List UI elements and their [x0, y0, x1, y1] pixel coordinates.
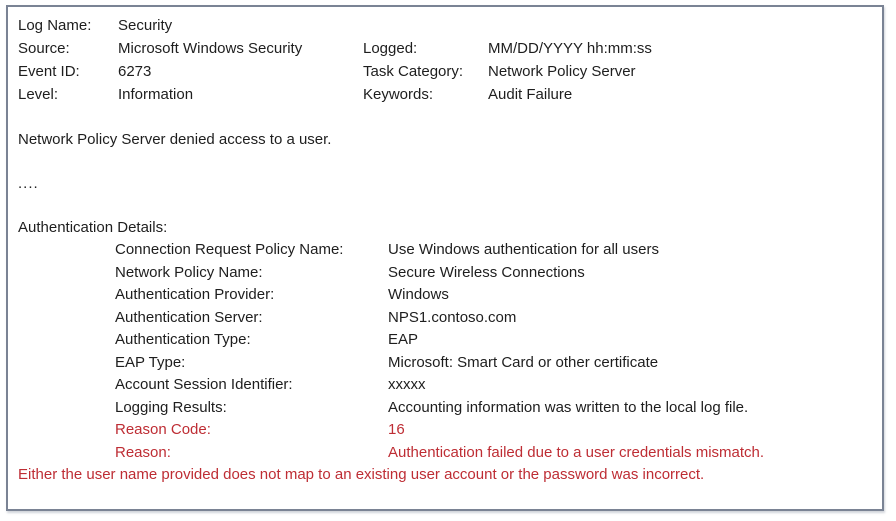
event-header	[18, 14, 872, 106]
detail-row	[115, 397, 872, 420]
header-row	[18, 83, 872, 106]
detail-value: Microsoft: Smart Card or other certificate	[388, 353, 659, 371]
header-row	[18, 60, 872, 83]
field-value: MM/DD/YYYY hh:mm:ss	[488, 40, 652, 57]
detail-label: Authentication Type:	[115, 331, 251, 348]
detail-label: Reason:	[115, 443, 171, 461]
detail-row	[115, 374, 872, 397]
header-row	[18, 37, 872, 60]
detail-row	[115, 419, 872, 442]
field-label	[363, 14, 488, 37]
field-label: Log Name:	[18, 17, 92, 34]
detail-value: EAP	[388, 331, 419, 348]
field-value: Microsoft Windows Security	[118, 40, 303, 57]
omitted-content-ellipsis: ....	[18, 175, 39, 192]
field-value: Security	[118, 17, 173, 34]
detail-value: Accounting information was written to the local log file.	[388, 398, 749, 416]
detail-label: Logging Results:	[115, 398, 227, 416]
detail-row	[115, 284, 872, 307]
detail-label: EAP Type:	[115, 353, 186, 371]
detail-value: Authentication failed due to a user credentials mismatch.	[388, 443, 765, 461]
detail-row	[115, 329, 872, 352]
event-description: Network Policy Server denied access to a user.	[18, 131, 332, 148]
header-row	[18, 14, 872, 37]
field-label: Level:	[18, 86, 59, 103]
detail-row	[115, 239, 872, 262]
detail-value: 16	[388, 421, 405, 438]
field-value: Audit Failure	[488, 86, 573, 103]
detail-row	[115, 262, 872, 285]
reason-footer-note: Either the user name provided does not map to an existing user account or the password was incorrect.	[18, 466, 705, 483]
field-label: Source:	[18, 40, 70, 57]
authentication-details-title: Authentication Details:	[18, 219, 168, 236]
detail-label: Connection Request Policy Name:	[115, 241, 344, 258]
detail-label: Reason Code:	[115, 421, 211, 438]
detail-value: Secure Wireless Connections	[388, 263, 585, 281]
field-label: Logged:	[363, 40, 418, 57]
field-label: Keywords:	[363, 86, 434, 103]
event-log-panel	[6, 5, 884, 511]
detail-value: NPS1.contoso.com	[388, 308, 517, 326]
header-rows	[18, 14, 872, 106]
field-value: 6273	[118, 63, 152, 80]
detail-row	[115, 442, 872, 465]
detail-label: Authentication Provider:	[115, 286, 275, 303]
detail-label: Authentication Server:	[115, 308, 263, 326]
detail-row	[115, 352, 872, 375]
detail-value: Windows	[388, 286, 449, 303]
detail-label: Network Policy Name:	[115, 263, 263, 281]
detail-value: xxxxx	[388, 376, 426, 393]
field-label: Event ID:	[18, 63, 80, 80]
detail-value: Use Windows authentication for all users	[388, 241, 659, 258]
authentication-details-list	[18, 239, 872, 464]
detail-label: Account Session Identifier:	[115, 376, 293, 393]
detail-row	[115, 307, 872, 330]
field-value: Network Policy Server	[488, 63, 636, 80]
field-value	[488, 14, 872, 37]
field-value: Information	[118, 86, 194, 103]
field-label: Task Category:	[363, 63, 464, 80]
